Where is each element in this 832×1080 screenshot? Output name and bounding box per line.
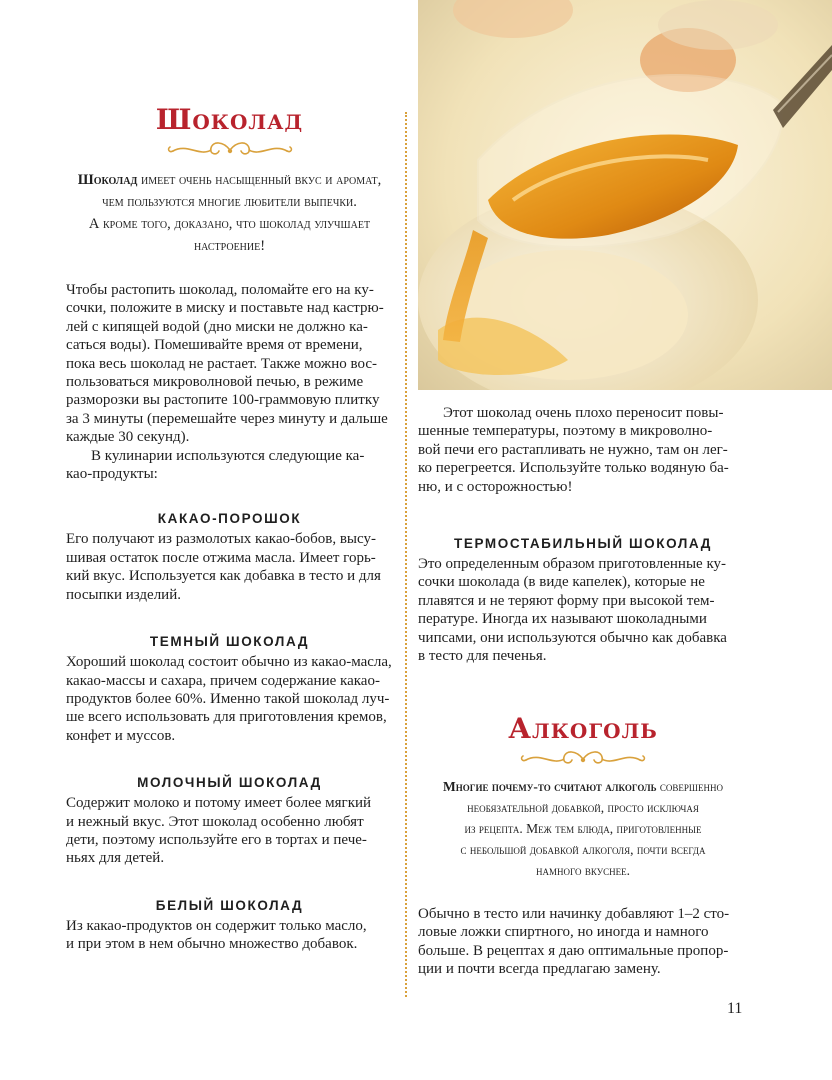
text-line: пока весь шоколад не растает. Также можно вос- [66,355,377,372]
text-line: В кулинарии используются следующие ка- [91,447,365,464]
melting-paragraph [66,281,393,447]
text-line: ко перегреется. Используйте только водяную ба- [418,460,729,477]
text-line: ции и почти всегда предлагаю замену. [418,961,661,978]
milk-chocolate-heading: МОЛОЧНЫЙ ШОКОЛАД [137,775,322,791]
text-line: Обычно в тесто или начинку добавляют 1–2 сто- [418,906,730,922]
liqueur-glass-photo [418,0,832,390]
text-line: шенные температуры, поэтому в микроволно- [418,423,713,440]
text-line: больше. В рецептах я даю оптимальные пропор- [418,942,729,959]
text-line: за 3 минуты (перемешайте через минуту и дальше [66,410,388,427]
text-line: пользоваться микроволновой печью, в режиме [66,374,364,391]
text-line: сочки, положите в миску и поставьте над кастрю- [66,300,384,317]
column-divider [405,112,407,997]
text-line: дети, поэтому используйте его в тортах и пече- [66,831,367,848]
text-line: Это определенным образом приготовленные ку- [418,556,727,572]
intro-text: из рецепта. Меж тем блюда, приготовленные [464,821,702,836]
text-line: ню, и с осторожностью! [418,478,573,495]
intro-bold-phrase: Многие почему-то считают алкоголь [443,779,657,794]
intro-text: имеет очень насыщенный вкус и аромат, [137,172,382,188]
text-line: ше всего использовать для приготовления кремов, [66,709,387,726]
intro-text: с небольшой добавкой алкоголя, почти всегда [460,842,706,857]
alcohol-section [418,712,748,979]
milk-chocolate-text [66,794,393,868]
cocoa-powder-text [66,530,393,604]
thermostable-heading: ТЕРМОСТАБИЛЬНЫЙ ШОКОЛАД [454,536,712,551]
left-column [66,100,393,954]
text-line: Содержит молоко и потому имеет более мягкий [66,795,372,812]
text-line: као-продукты: [66,466,158,483]
intro-text: А кроме того, доказано, что шоколад улучшает [88,216,371,232]
text-line: Из какао-продуктов он содержит только масло, [66,917,367,934]
cocoa-powder-heading: КАКАО-ПОРОШОК [157,511,302,527]
heat-warning-paragraph [418,404,748,496]
text-line: в тесто для печенья. [418,648,547,665]
text-line: кий вкус. Используется как добавка в тесто и для [66,568,381,585]
text-line: ньях для детей. [66,850,165,867]
photo-illustration [418,0,832,390]
text-line: какао-массы и сахара, причем содержание какао- [66,672,380,689]
intro-text: совершенно [656,779,723,794]
text-line: и нежный вкус. Этот шоколад особенно любят [66,813,364,830]
text-line: разморозки вы растопите 100-граммовую плитку [66,392,380,409]
text-line: чипсами, они используются обычно как добавка [418,629,727,646]
text-line: каждые 30 секунд). [66,429,190,446]
thermostable-text [418,555,748,665]
page-number: 11 [727,1000,743,1017]
flourish-ornament-icon [518,748,648,770]
intro-text: чем пользуются многие любители выпечки. [102,194,357,210]
text-line: пературе. Иногда их называют шоколадными [418,611,707,628]
intro-bold-word: Шоколад [77,172,138,188]
flourish-ornament-icon [165,139,295,161]
white-chocolate-text [66,917,393,954]
white-chocolate-heading: БЕЛЫЙ ШОКОЛАД [155,897,304,913]
text-line: вой печи его растапливать не нужно, там он лег- [418,441,728,458]
cocoa-products-paragraph [66,447,393,484]
dark-chocolate-text [66,653,393,745]
chocolate-title: Шоколад [155,103,304,136]
text-line: и при этом в нем обычно множество добавок. [66,936,358,953]
text-line: сочки шоколада (в виде капелек), которые не [418,574,705,591]
text-line: плавятся и не теряют форму при высокой тем- [418,592,715,609]
text-line: Этот шоколад очень плохо переносит повы- [443,405,724,421]
dark-chocolate-heading: ТЕМНЫЙ ШОКОЛАД [149,634,310,650]
alcohol-title: Алкоголь [508,712,658,745]
chocolate-intro [66,169,393,257]
text-line: конфет и муссов. [66,727,176,744]
intro-text: необязательной добавкой, просто исключая [467,800,699,815]
text-line: посыпки изделий. [66,586,181,603]
text-line: лей с кипящей водой (дно миски не должно ка- [66,318,368,335]
text-line: Его получают из размолотых какао-бобов, высу- [66,531,376,548]
text-line: продуктов более 60%. Именно такой шоколад луч- [66,690,390,707]
text-line: саться воды). Помешивайте время от времени, [66,337,363,354]
text-line: Хороший шоколад состоит обычно из какао-масла, [66,654,392,671]
intro-text: намного вкуснее. [536,863,630,878]
text-line: Чтобы растопить шоколад, поломайте его на ку- [66,282,374,298]
intro-text: настроение! [193,238,266,254]
alcohol-paragraph [418,905,748,979]
alcohol-intro [418,776,748,881]
text-line: ловые ложки спиртного, но иногда и намного [418,924,709,941]
thermostable-section [418,536,748,665]
text-line: шивая остаток после отжима масла. Имеет горь- [66,549,376,566]
